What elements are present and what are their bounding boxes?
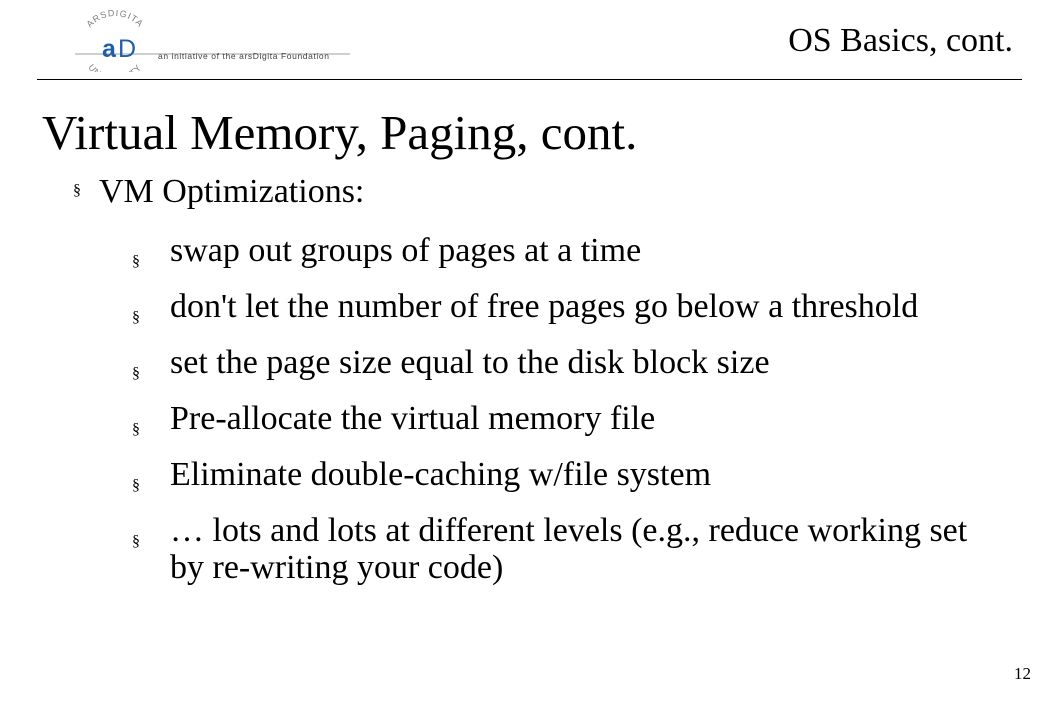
list-item bbox=[132, 344, 992, 381]
list-item bbox=[132, 232, 992, 269]
logo-mark-a: a bbox=[102, 35, 116, 63]
list-item bbox=[132, 400, 992, 437]
square-bullet-icon: § bbox=[132, 365, 140, 382]
list-item-text: swap out groups of pages at a time bbox=[170, 232, 642, 269]
square-bullet-icon: § bbox=[73, 182, 81, 200]
list-item-text: … lots and lots at different levels (e.g., reduce working set by re-writing your code) bbox=[170, 512, 968, 586]
arsdigita-university-logo bbox=[75, 10, 350, 72]
square-bullet-icon: § bbox=[132, 253, 140, 270]
list-item bbox=[132, 512, 992, 586]
slide-title: Virtual Memory, Paging, cont. bbox=[42, 105, 638, 160]
logo-ring-text-bottom: U Y bbox=[86, 62, 144, 72]
level1-bullet-item bbox=[73, 173, 364, 211]
logo-emblem bbox=[75, 10, 350, 72]
list-item-text: Eliminate double-caching w/file system bbox=[170, 456, 712, 493]
square-bullet-icon: § bbox=[132, 309, 140, 326]
square-bullet-icon: § bbox=[132, 421, 140, 438]
list-item-text: don't let the number of free pages go below a threshold bbox=[170, 288, 919, 325]
list-item-text: set the page size equal to the disk block size bbox=[170, 344, 770, 381]
level1-text: VM Optimizations: bbox=[99, 173, 365, 210]
logo-tagline: an initiative of the arsDigita Foundation bbox=[158, 51, 330, 61]
logo-ring-text-top: ARSDIGITA bbox=[84, 10, 146, 30]
header-divider bbox=[37, 79, 1022, 80]
list-item bbox=[132, 288, 992, 325]
square-bullet-icon: § bbox=[132, 533, 140, 550]
logo-mark-d: D bbox=[118, 35, 137, 63]
sub-bullet-list bbox=[132, 232, 992, 605]
square-bullet-icon: § bbox=[132, 477, 140, 494]
header-title: OS Basics, cont. bbox=[788, 22, 1013, 59]
list-item-text: Pre-allocate the virtual memory file bbox=[170, 400, 656, 437]
page-number: 12 bbox=[1014, 664, 1031, 683]
list-item bbox=[132, 456, 992, 493]
